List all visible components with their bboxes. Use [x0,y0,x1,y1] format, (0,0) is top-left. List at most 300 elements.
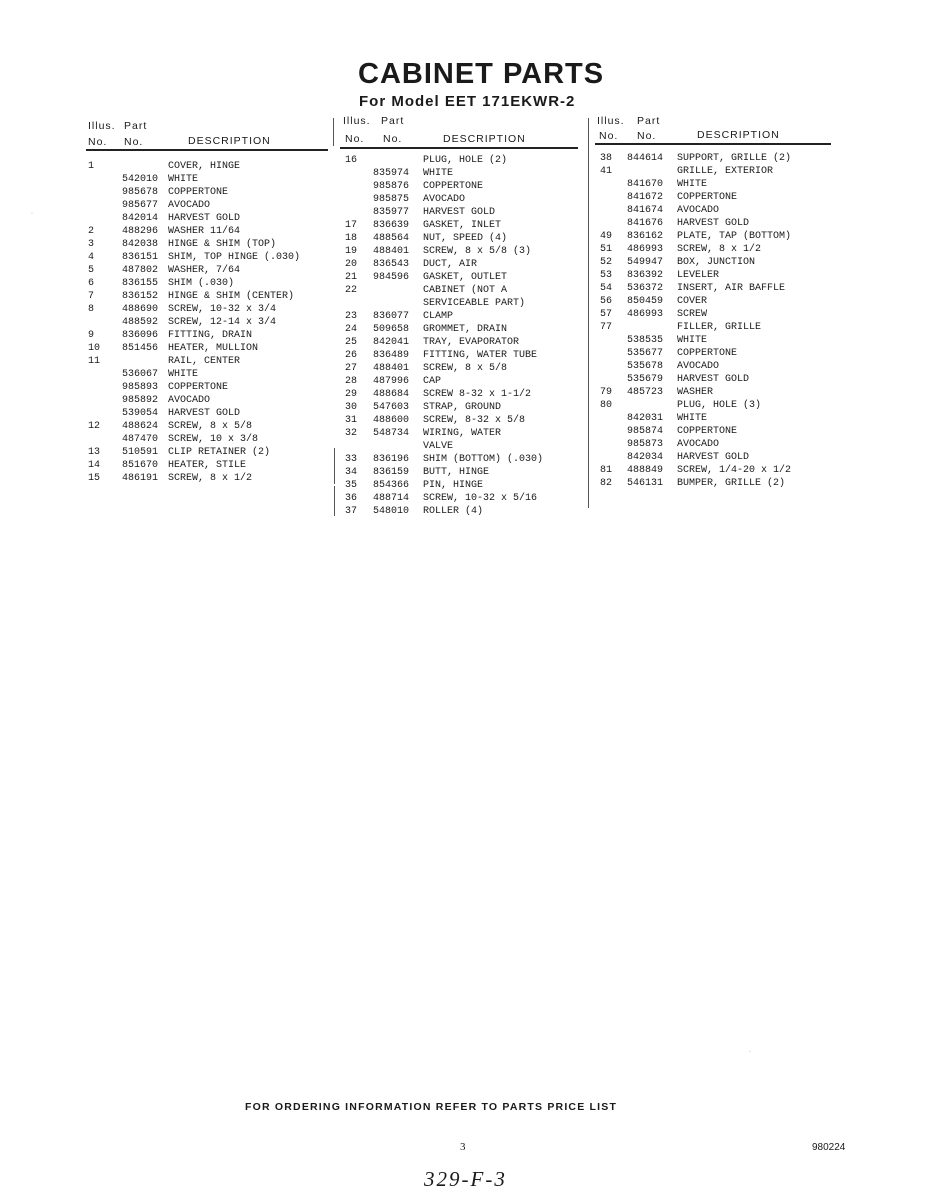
description-header: DESCRIPTION [188,135,271,147]
parts-rows [88,160,328,485]
illus-number: 8 [88,304,95,315]
part-row [597,321,832,334]
part-description: STRAP, GROUND [423,402,502,413]
part-description: WHITE [677,179,708,190]
part-row [343,206,578,219]
part-number: 536067 [122,369,159,380]
part-number: 487802 [122,265,159,276]
part-number: 842034 [627,452,664,463]
illus-number: 31 [345,415,358,426]
part-description: BUTT, HINGE [423,467,490,478]
part-number: 841676 [627,218,664,229]
part-number: 486993 [627,309,664,320]
part-row [88,433,328,446]
part-number: 548734 [373,428,410,439]
part-description: INSERT, AIR BAFFLE [677,283,786,294]
part-row [343,362,578,375]
description-header: DESCRIPTION [697,129,780,141]
part-number: 841670 [627,179,664,190]
part-number: 535677 [627,348,664,359]
illus-number: 53 [600,270,613,281]
illus-number: 56 [600,296,613,307]
part-description: HEATER, MULLION [168,343,259,354]
illus-number: 12 [88,421,101,432]
model-subtitle: For Model EET 171EKWR-2 [359,93,576,110]
part-number: 985678 [122,187,159,198]
part-row [597,334,832,347]
part-description: SCREW, 8 x 5/8 (3) [423,246,532,257]
part-description: FILLER, GRILLE [677,322,762,333]
part-description: DUCT, AIR [423,259,478,270]
part-row [597,256,832,269]
part-row [597,425,832,438]
part-no-header: No. [637,130,657,142]
column-divider [588,118,589,508]
parts-rows [597,152,832,490]
illus-number: 23 [345,311,358,322]
part-description: HARVEST GOLD [423,207,496,218]
illus-number: 34 [345,467,358,478]
part-description: CLIP RETAINER (2) [168,447,271,458]
part-row [88,381,328,394]
illus-number: 80 [600,400,613,411]
part-row [343,271,578,284]
part-number: 510591 [122,447,159,458]
illus-number: 1 [88,161,95,172]
part-number: 549947 [627,257,664,268]
part-number: 548010 [373,506,410,517]
part-header: Part [381,115,405,127]
part-row [343,258,578,271]
part-row [88,420,328,433]
part-row [597,464,832,477]
part-description: SHIM (BOTTOM) (.030) [423,454,544,465]
part-row [597,243,832,256]
part-row [343,414,578,427]
part-description: SCREW, 10 x 3/8 [168,434,259,445]
part-number: 486191 [122,473,159,484]
part-description: HARVEST GOLD [677,374,750,385]
part-row [343,310,578,323]
part-row [88,225,328,238]
illus-number: 22 [345,285,358,296]
part-number: 985873 [627,439,664,450]
part-number: 488714 [373,493,410,504]
part-number: 547603 [373,402,410,413]
part-description: BUMPER, GRILLE (2) [677,478,786,489]
illus-number: 36 [345,493,358,504]
part-description: WHITE [168,174,199,185]
part-row [88,212,328,225]
illus-number: 82 [600,478,613,489]
part-description: HINGE & SHIM (CENTER) [168,291,295,302]
part-row [88,394,328,407]
part-row [88,355,328,368]
part-description: AVOCADO [168,395,211,406]
illus-number: 37 [345,506,358,517]
part-number: 485723 [627,387,664,398]
part-description: COPPERTONE [677,192,738,203]
illus-number: 17 [345,220,358,231]
part-description: GRILLE, EXTERIOR [677,166,774,177]
page-title: CABINET PARTS [358,58,605,90]
part-row [88,186,328,199]
part-number: 836639 [373,220,410,231]
part-row [597,152,832,165]
ordering-footer: FOR ORDERING INFORMATION REFER TO PARTS PRICE LIST [245,1101,618,1113]
part-number: 488564 [373,233,410,244]
part-number: 488401 [373,363,410,374]
part-description: HARVEST GOLD [168,408,241,419]
part-row [597,360,832,373]
part-row [597,438,832,451]
part-description: GASKET, OUTLET [423,272,508,283]
part-number: 985893 [122,382,159,393]
part-description: AVOCADO [168,200,211,211]
part-description: SCREW, 8 x 1/2 [677,244,762,255]
part-description: COVER [677,296,708,307]
part-description: AVOCADO [423,194,466,205]
illus-number: 16 [345,155,358,166]
part-row [597,204,832,217]
part-number: 488849 [627,465,664,476]
illus-number: 32 [345,428,358,439]
document-code: 980224 [812,1142,846,1153]
part-description: SCREW, 10-32 x 5/16 [423,493,538,504]
illus-number: 2 [88,226,95,237]
part-row [597,451,832,464]
part-number: 985876 [373,181,410,192]
part-row [343,388,578,401]
illus-number: 10 [88,343,101,354]
part-description: HARVEST GOLD [677,452,750,463]
illus-number: 38 [600,153,613,164]
part-header: Part [637,115,661,127]
part-row [343,180,578,193]
illus-number: 41 [600,166,613,177]
part-description: SCREW, 8 x 5/8 [168,421,253,432]
part-description: FITTING, WATER TUBE [423,350,538,361]
part-row [343,440,578,453]
part-description: SUPPORT, GRILLE (2) [677,153,792,164]
part-description: SCREW, 1/4-20 x 1/2 [677,465,792,476]
part-number: 844614 [627,153,664,164]
part-description: FITTING, DRAIN [168,330,253,341]
part-no-header: No. [124,136,144,148]
part-row [88,277,328,290]
part-number: 486993 [627,244,664,255]
illus-number: 57 [600,309,613,320]
part-description: WASHER, 7/64 [168,265,241,276]
header-rule [340,147,578,149]
part-description: WHITE [677,413,708,424]
part-description: SHIM (.030) [168,278,235,289]
part-number: 842038 [122,239,159,250]
part-description: COPPERTONE [677,426,738,437]
part-row [343,505,578,518]
part-number: 851670 [122,460,159,471]
part-row [343,323,578,336]
illus-no-header: No. [88,136,108,148]
part-number: 836151 [122,252,159,263]
column-divider [334,448,335,484]
illus-number: 26 [345,350,358,361]
part-no-header: No. [383,133,403,145]
part-number: 538535 [627,335,664,346]
part-row [343,232,578,245]
part-description: TRAY, EVAPORATOR [423,337,520,348]
part-description: HEATER, STILE [168,460,247,471]
part-row [597,347,832,360]
handwritten-annotation: 329-F-3 [424,1167,507,1191]
part-number: 836543 [373,259,410,270]
part-row [597,386,832,399]
part-number: 536372 [627,283,664,294]
illus-number: 4 [88,252,95,263]
part-number: 985875 [373,194,410,205]
illus-number: 13 [88,447,101,458]
illus-number: 21 [345,272,358,283]
part-description: RAIL, CENTER [168,356,241,367]
part-number: 836077 [373,311,410,322]
illus-number: 27 [345,363,358,374]
part-description: AVOCADO [677,439,720,450]
part-description: GASKET, INLET [423,220,502,231]
part-description: SCREW, 8-32 x 5/8 [423,415,526,426]
illus-number: 28 [345,376,358,387]
part-row [88,329,328,342]
illus-header: Illus. [597,115,625,127]
part-number: 842014 [122,213,159,224]
illus-number: 35 [345,480,358,491]
header-rule [86,149,328,151]
illus-number: 7 [88,291,95,302]
part-description: COPPERTONE [168,187,229,198]
illus-number: 79 [600,387,613,398]
parts-rows [343,154,578,518]
column-header [88,120,328,152]
part-row [343,492,578,505]
part-number: 836489 [373,350,410,361]
illus-number: 20 [345,259,358,270]
parts-column-2 [343,115,578,518]
part-description: SCREW [677,309,708,320]
illus-number: 52 [600,257,613,268]
part-row [597,269,832,282]
column-header [343,115,578,147]
illus-number: 9 [88,330,95,341]
part-row [343,154,578,167]
part-row [597,282,832,295]
part-description: LEVELER [677,270,720,281]
part-description: SCREW, 12-14 x 3/4 [168,317,277,328]
part-row [88,316,328,329]
parts-column-3 [597,115,832,490]
part-row [597,412,832,425]
illus-header: Illus. [88,120,116,132]
part-row [88,251,328,264]
part-row [343,193,578,206]
part-number: 539054 [122,408,159,419]
part-row [88,199,328,212]
illus-number: 19 [345,246,358,257]
part-description: PLUG, HOLE (3) [677,400,762,411]
column-divider [334,486,335,516]
part-number: 535678 [627,361,664,372]
part-description: ROLLER (4) [423,506,484,517]
part-description: HARVEST GOLD [677,218,750,229]
part-row [597,373,832,386]
part-description: CLAMP [423,311,454,322]
illus-number: 30 [345,402,358,413]
illus-number: 3 [88,239,95,250]
part-number: 488624 [122,421,159,432]
illus-number: 11 [88,356,101,367]
part-number: 836155 [122,278,159,289]
part-row [88,173,328,186]
part-description: AVOCADO [677,205,720,216]
part-number: 542010 [122,174,159,185]
part-number: 546131 [627,478,664,489]
part-number: 984596 [373,272,410,283]
column-divider [333,118,334,146]
part-row [343,427,578,440]
part-description: SCREW, 8 x 5/8 [423,363,508,374]
part-number: 836159 [373,467,410,478]
part-description: PIN, HINGE [423,480,484,491]
part-row [88,459,328,472]
part-description: PLATE, TAP (BOTTOM) [677,231,792,242]
illus-number: 6 [88,278,95,289]
part-row [343,245,578,258]
part-description: WASHER [677,387,714,398]
part-row [88,368,328,381]
part-description: SCREW 8-32 x 1-1/2 [423,389,532,400]
part-description: HINGE & SHIM (TOP) [168,239,277,250]
part-number: 842041 [373,337,410,348]
part-number: 985677 [122,200,159,211]
part-number: 535679 [627,374,664,385]
part-row [343,453,578,466]
illus-number: 5 [88,265,95,276]
illus-number: 33 [345,454,358,465]
part-row [597,217,832,230]
part-row [343,375,578,388]
part-row [88,303,328,316]
part-number: 509658 [373,324,410,335]
illus-number: 24 [345,324,358,335]
part-description: CABINET (NOT A [423,285,508,296]
part-description: SCREW, 8 x 1/2 [168,473,253,484]
part-row [88,446,328,459]
part-row [88,160,328,173]
part-description: WHITE [423,168,454,179]
part-description: PLUG, HOLE (2) [423,155,508,166]
part-number: 488600 [373,415,410,426]
illus-number: 81 [600,465,613,476]
part-number: 851456 [122,343,159,354]
illus-no-header: No. [599,130,619,142]
part-number: 850459 [627,296,664,307]
header-rule [595,143,831,145]
description-header: DESCRIPTION [443,133,526,145]
part-header: Part [124,120,148,132]
part-number: 487470 [122,434,159,445]
part-number: 488296 [122,226,159,237]
illus-number: 77 [600,322,613,333]
part-description: WHITE [677,335,708,346]
part-number: 836152 [122,291,159,302]
part-description: BOX, JUNCTION [677,257,756,268]
part-description: VALVE [423,441,454,452]
parts-column-1 [88,120,328,485]
part-number: 985874 [627,426,664,437]
part-number: 854366 [373,480,410,491]
part-row [88,472,328,485]
illus-no-header: No. [345,133,365,145]
part-row [597,230,832,243]
part-number: 488684 [373,389,410,400]
part-number: 841674 [627,205,664,216]
illus-number: 54 [600,283,613,294]
illus-number: 18 [345,233,358,244]
illus-number: 15 [88,473,101,484]
part-row [597,178,832,191]
part-row [88,264,328,277]
part-description: COPPERTONE [677,348,738,359]
illus-number: 29 [345,389,358,400]
part-description: HARVEST GOLD [168,213,241,224]
part-row [343,219,578,232]
part-row [343,297,578,310]
part-description: SCREW, 10-32 x 3/4 [168,304,277,315]
part-number: 835977 [373,207,410,218]
part-row [88,407,328,420]
part-description: COPPERTONE [168,382,229,393]
illus-number: 14 [88,460,101,471]
part-description: COVER, HINGE [168,161,241,172]
part-description: WHITE [168,369,199,380]
scan-mark: · [31,211,33,217]
part-description: GROMMET, DRAIN [423,324,508,335]
part-number: 488690 [122,304,159,315]
part-row [343,466,578,479]
part-number: 841672 [627,192,664,203]
part-number: 836392 [627,270,664,281]
part-number: 985892 [122,395,159,406]
part-number: 836196 [373,454,410,465]
illus-number: 49 [600,231,613,242]
part-row [597,295,832,308]
part-row [88,290,328,303]
part-row [88,238,328,251]
illus-header: Illus. [343,115,371,127]
part-number: 487996 [373,376,410,387]
illus-number: 51 [600,244,613,255]
part-number: 488592 [122,317,159,328]
page-number: 3 [460,1141,466,1153]
part-description: NUT, SPEED (4) [423,233,508,244]
part-description: SHIM, TOP HINGE (.030) [168,252,301,263]
illus-number: 25 [345,337,358,348]
part-row [597,191,832,204]
part-number: 842031 [627,413,664,424]
part-description: WASHER 11/64 [168,226,241,237]
part-number: 835974 [373,168,410,179]
part-row [343,401,578,414]
part-number: 836162 [627,231,664,242]
scan-mark: · [749,1049,751,1055]
